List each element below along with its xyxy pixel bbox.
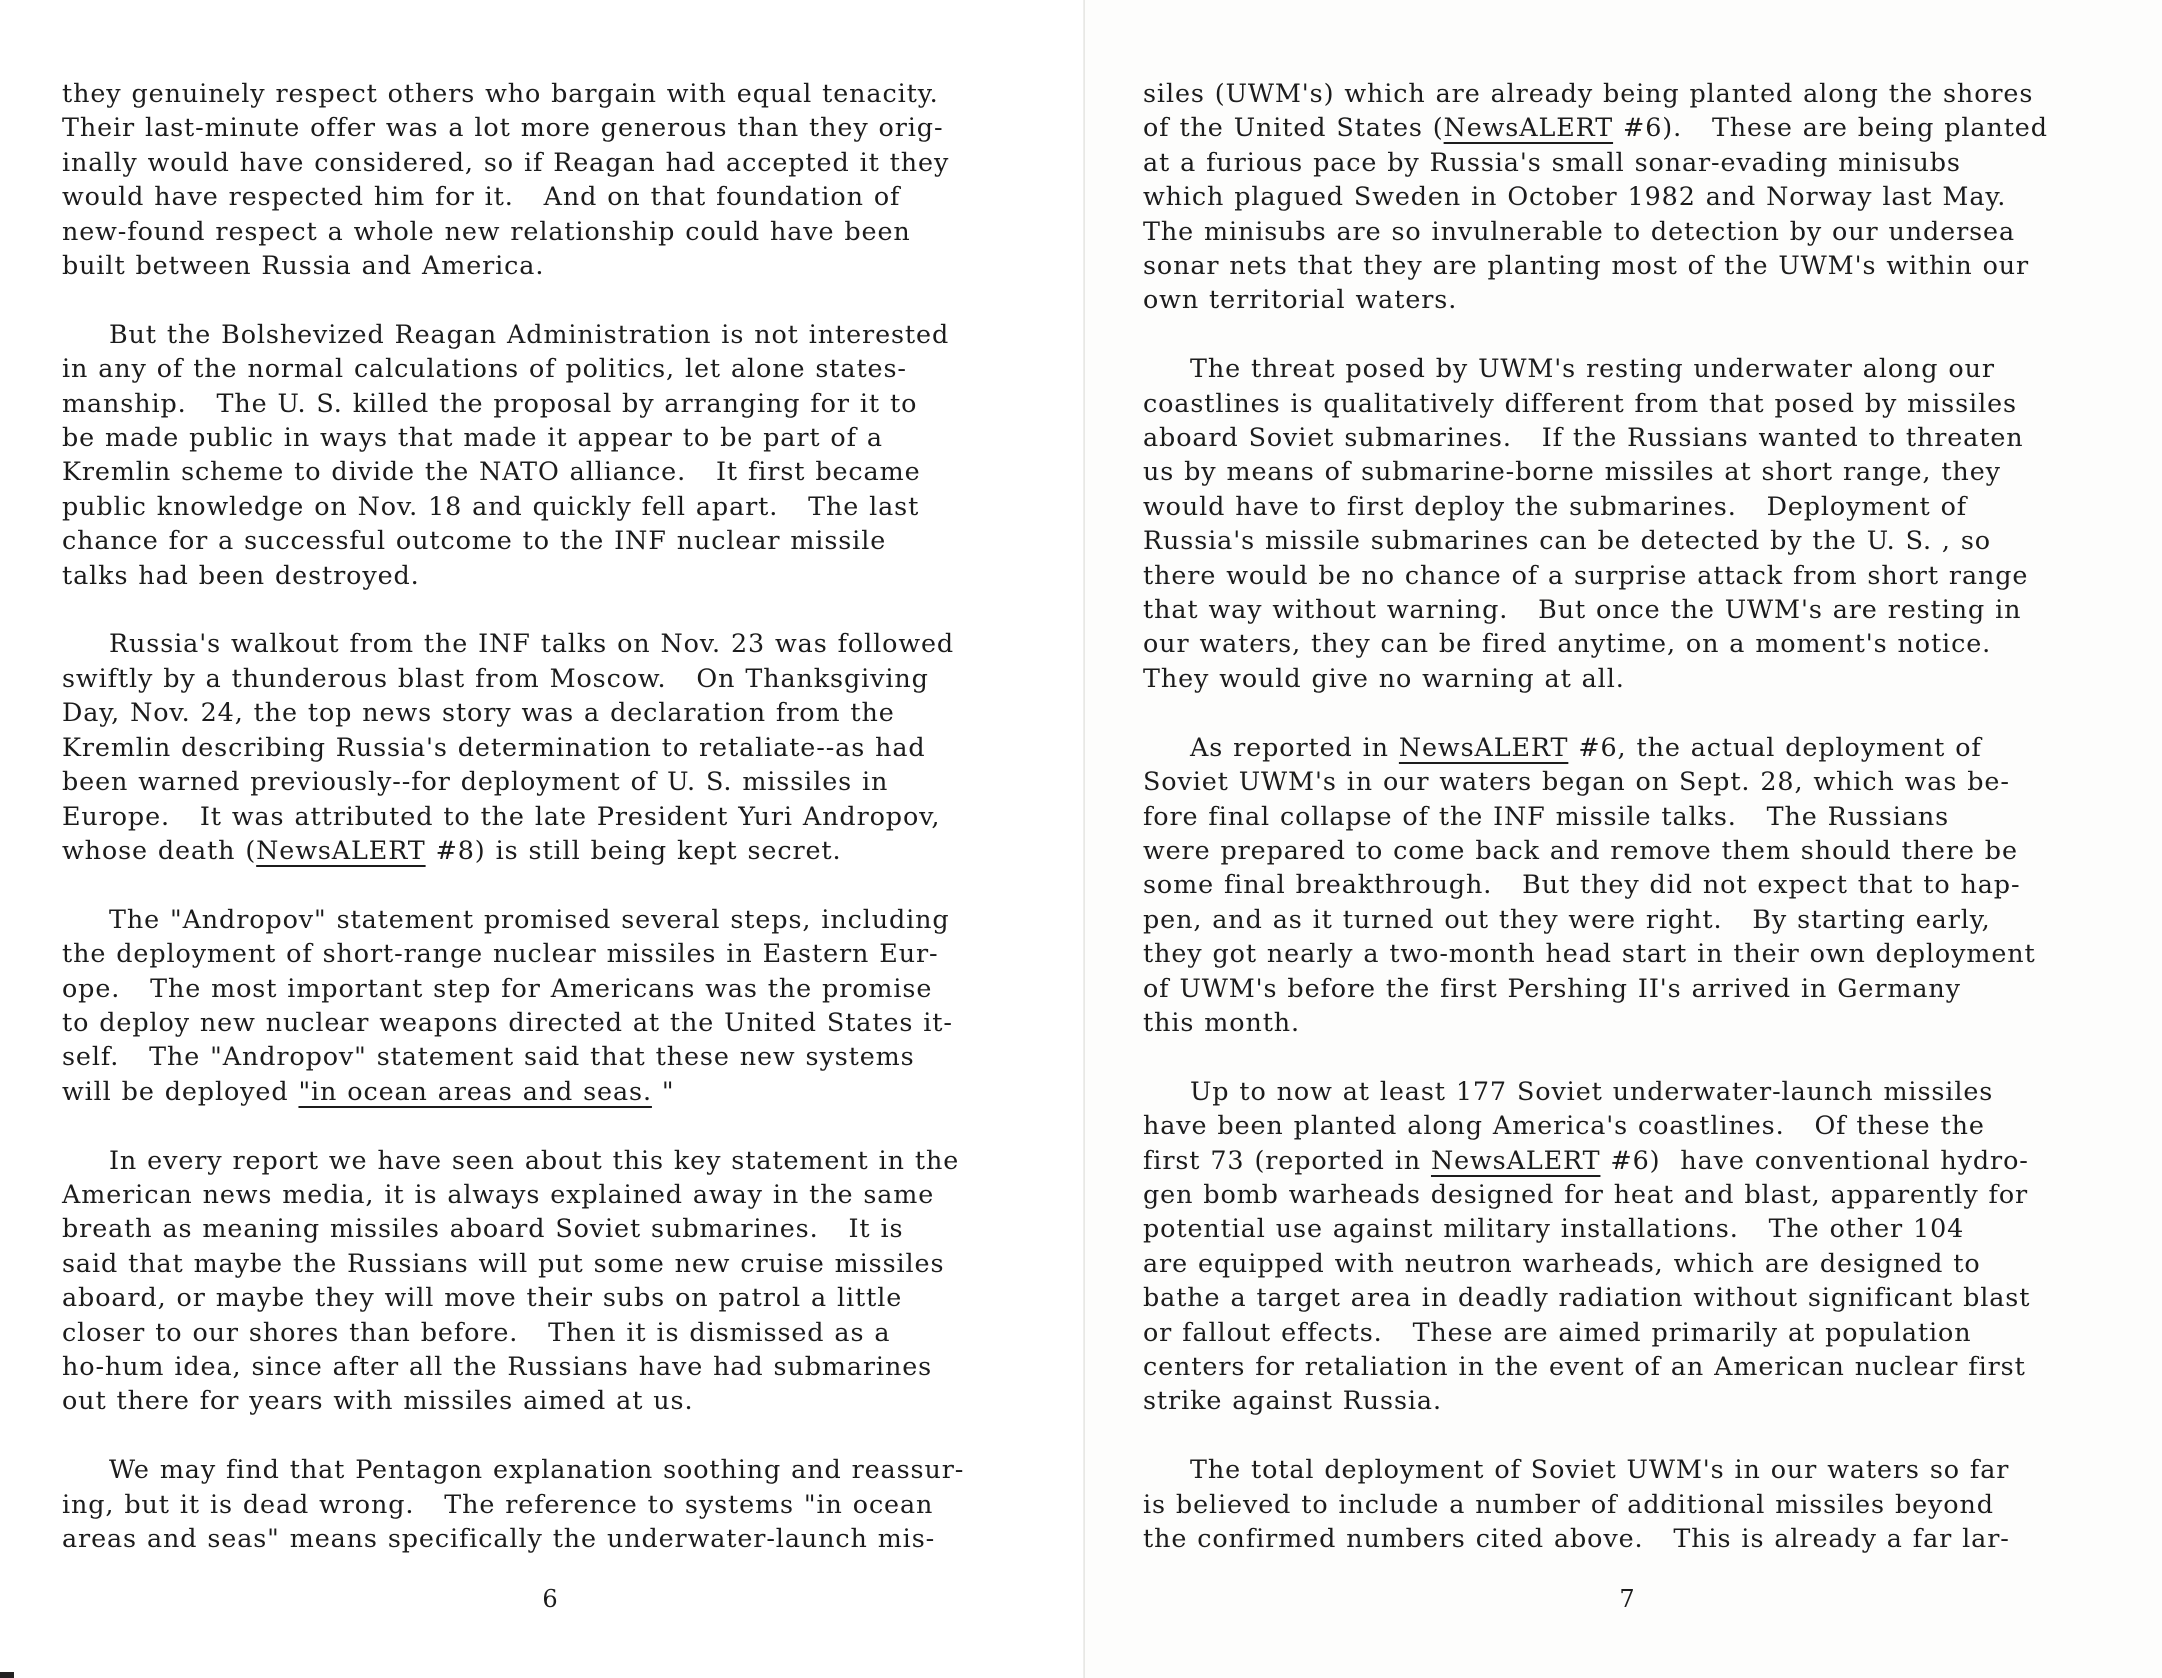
text-line: this month. (1143, 1006, 1301, 1037)
text-line: some final breakthrough. But they did not expect that to hap- (1143, 869, 2021, 900)
text-line: that way without warning. But once the UWM's are resting in (1143, 594, 2022, 625)
text-line: the confirmed numbers cited above. This is already a far lar- (1143, 1523, 2010, 1553)
text-line: were prepared to come back and remove them should there be (1143, 834, 2018, 865)
text-line: talks had been destroyed. (62, 559, 420, 590)
text-line: or fallout effects. These are aimed primarily at population (1143, 1316, 1972, 1347)
text-line: be made public in ways that made it appear to be part of a (62, 422, 883, 453)
text-run: #6) have conventional hydro- (1600, 1144, 2029, 1175)
text-line: are equipped with neutron warheads, which are designed to (1143, 1247, 1981, 1278)
text-line: gen bomb warheads designed for heat and blast, apparently for (1143, 1178, 2029, 1209)
text-line: have been planted along America's coastlines. Of these the (1143, 1110, 1985, 1141)
text-line: The threat posed by UWM's resting underwater along our (1190, 353, 1995, 384)
text-line: coastlines is qualitatively different from that posed by missiles (1143, 387, 2017, 418)
right-page-body (1143, 76, 2143, 1590)
paragraph (1143, 1452, 2143, 1555)
text-line: out there for years with missiles aimed at us. (62, 1385, 694, 1416)
text-line: inally would have considered, so if Reagan had accepted it they (62, 146, 950, 177)
text-line: The "Andropov" statement promised several steps, including (109, 903, 950, 934)
text-line: swiftly by a thunderous blast from Moscow. On Thanksgiving (62, 662, 929, 693)
text-line: they got nearly a two-month head start in their own deployment (1143, 938, 2036, 969)
text-line: there would be no chance of a surprise attack from short range (1143, 559, 2029, 590)
text-line: aboard Soviet submarines. If the Russians wanted to threaten (1143, 422, 2024, 453)
newsalert-reference: NewsALERT (1430, 1144, 1601, 1175)
text-line: self. The "Andropov" statement said that these new systems (62, 1041, 915, 1072)
right-page (1085, 0, 2162, 1678)
text-line: is believed to include a number of additional missiles beyond (1143, 1488, 1994, 1519)
text-line (1143, 730, 2143, 764)
text-line: own territorial waters. (1143, 284, 1458, 315)
text-line: our waters, they can be fired anytime, on a moment's notice. (1143, 628, 1992, 659)
text-line (1143, 110, 2143, 144)
text-line: Their last-minute offer was a lot more generous than they orig- (62, 112, 944, 143)
text-line: Up to now at least 177 Soviet underwater-launch missiles (1190, 1075, 1994, 1106)
text-line: would have respected him for it. And on that foundation of (62, 181, 901, 212)
paragraph (1143, 730, 2143, 1040)
text-line: in any of the normal calculations of politics, let alone states- (62, 353, 907, 384)
text-line: Russia's missile submarines can be detected by the U. S. , so (1143, 525, 1991, 556)
text-line: would have to first deploy the submarines. Deployment of (1143, 490, 1968, 521)
text-line: Day, Nov. 24, the top news story was a declaration from the (62, 697, 895, 728)
text-line: But the Bolshevized Reagan Administration is not interested (109, 318, 950, 349)
text-line: which plagued Sweden in October 1982 and Norway last May. (1143, 181, 2007, 212)
text-run: whose death ( (62, 834, 257, 865)
text-line: American news media, it is always explained away in the same (62, 1178, 935, 1209)
text-line: public knowledge on Nov. 18 and quickly fell apart. The last (62, 490, 920, 521)
paragraph (62, 1452, 1062, 1555)
paragraph (62, 902, 1062, 1108)
text-line: manship. The U. S. killed the proposal by arranging for it to (62, 387, 918, 418)
text-line (62, 1074, 1062, 1108)
page-number: 6 (542, 1585, 558, 1613)
text-line: They would give no warning at all. (1143, 662, 1625, 693)
text-run: #6, the actual deployment of (1568, 731, 1982, 762)
paragraph (1143, 1074, 2143, 1418)
text-line: ho-hum idea, since after all the Russians have had submarines (62, 1350, 933, 1381)
page-number: 7 (1619, 1585, 1635, 1613)
text-line: potential use against military installations. The other 104 (1143, 1213, 1965, 1244)
text-line: ing, but it is dead wrong. The reference to systems "in ocean (62, 1488, 934, 1519)
text-line: In every report we have seen about this key statement in the (109, 1144, 960, 1175)
text-run: of the United States ( (1143, 112, 1444, 143)
text-line: Kremlin scheme to divide the NATO alliance. It first became (62, 456, 921, 487)
text-run: As reported in (1190, 731, 1399, 762)
text-line: bathe a target area in deadly radiation without significant blast (1143, 1282, 2031, 1313)
newsalert-reference: NewsALERT (1443, 112, 1614, 143)
text-line: We may find that Pentagon explanation soothing and reassur- (109, 1454, 965, 1485)
text-line (1143, 1143, 2143, 1177)
paragraph (1143, 76, 2143, 317)
newsalert-reference: NewsALERT (256, 834, 426, 865)
text-line: Soviet UWM's in our waters began on Sept. 28, which was be- (1143, 766, 2010, 797)
paragraph (62, 626, 1062, 867)
text-line: breath as meaning missiles aboard Soviet submarines. It is (62, 1213, 904, 1244)
paragraph (1143, 351, 2143, 695)
text-line: us by means of submarine-borne missiles at short range, they (1143, 456, 2001, 487)
text-line: at a furious pace by Russia's small sonar-evading minisubs (1143, 146, 1961, 177)
text-run: will be deployed (62, 1075, 299, 1106)
paragraph (62, 317, 1062, 592)
text-line: they genuinely respect others who bargain with equal tenacity. (62, 78, 939, 108)
text-line: Kremlin describing Russia's determination to retaliate--as had (62, 731, 926, 762)
text-line: been warned previously--for deployment of U. S. missiles in (62, 766, 889, 797)
text-line: sonar nets that they are planting most of the UWM's within our (1143, 250, 2030, 281)
scan-edge-mark (0, 1672, 14, 1678)
text-run: " (651, 1075, 675, 1106)
text-line: siles (UWM's) which are already being planted along the shores (1143, 78, 2034, 108)
text-line: new-found respect a whole new relationship could have been (62, 215, 911, 246)
text-line: The total deployment of Soviet UWM's in our waters so far (1190, 1454, 2010, 1485)
text-line: of UWM's before the first Pershing II's arrived in Germany (1143, 972, 1961, 1003)
text-line: closer to our shores than before. Then it is dismissed as a (62, 1316, 891, 1347)
text-line: to deploy new nuclear weapons directed at the United States it- (62, 1006, 953, 1037)
text-run: first 73 (reported in (1143, 1144, 1431, 1175)
quoted-phrase: "in ocean areas and seas. (298, 1075, 652, 1106)
paragraph (62, 76, 1062, 282)
text-line: the deployment of short-range nuclear missiles in Eastern Eur- (62, 938, 939, 969)
text-line: said that maybe the Russians will put some new cruise missiles (62, 1247, 945, 1278)
text-line: areas and seas" means specifically the underwater-launch mis- (62, 1522, 936, 1553)
text-line: The minisubs are so invulnerable to detection by our undersea (1143, 215, 2016, 246)
text-line: centers for retaliation in the event of an American nuclear first (1143, 1350, 2026, 1381)
text-line: aboard, or maybe they will move their subs on patrol a little (62, 1282, 903, 1313)
text-line: Europe. It was attributed to the late President Yuri Andropov, (62, 800, 941, 831)
text-line: chance for a successful outcome to the INF nuclear missile (62, 525, 887, 556)
left-page-body (62, 76, 1062, 1590)
text-line (62, 833, 1062, 867)
text-line: ope. The most important step for Americans was the promise (62, 972, 933, 1003)
text-line: pen, and as it turned out they were right. By starting early, (1143, 903, 1991, 934)
text-run: #6). These are being planted (1613, 112, 2048, 143)
text-run: #8) is still being kept secret. (425, 834, 842, 865)
text-line: built between Russia and America. (62, 250, 545, 281)
newsalert-reference: NewsALERT (1398, 731, 1569, 762)
text-line: fore final collapse of the INF missile talks. The Russians (1143, 800, 1950, 831)
text-line: Russia's walkout from the INF talks on Nov. 23 was followed (109, 628, 955, 659)
text-line: strike against Russia. (1143, 1385, 1442, 1416)
paragraph (62, 1143, 1062, 1418)
